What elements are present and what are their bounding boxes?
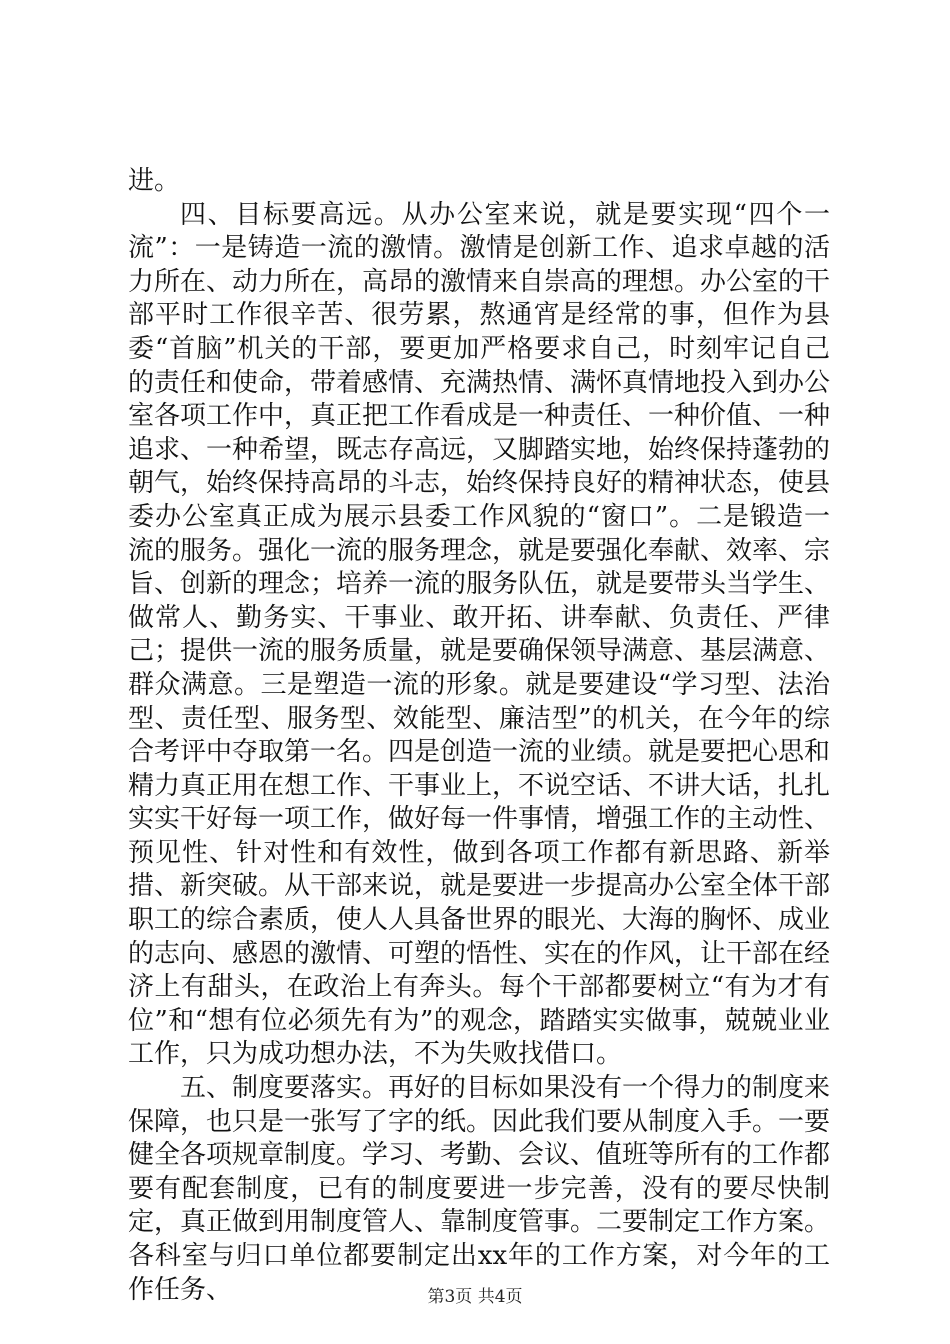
body-text [128,165,830,1307]
paragraph-2: 四、目标要高远。从办公室来说，就是要实现“四个一流”：一是铸造一流的激情。激情是创新工作、追求卓越的活力所在、动力所在，高昂的激情来自崇高的理想。办公室的干部平时工作很辛苦、很劳累，熬通宵是经常的事，但作为县委“首脑”机关的干部，要更加严格要求自己，时刻牢记自己的责任和使命，带着感情、充满热情、满怀真情地投入到办公室各项工作中，真正把工作看成是一种责任、一种价值、一种追求、一种希望，既志存高远，又脚踏实地，始终保持蓬勃的朝气，始终保持高昂的斗志，始终保持良好的精神状态，使县委办公室真正成为展示县委工作风貌的“窗口”。二是锻造一流的服务。强化一流的服务理念，就是要强化奉献、效率、宗旨、创新的理念；培养一流的服务队伍，就是要带头当学生、做常人、勤务实、干事业、敢开拓、讲奉献、负责任、严律己；提供一流的服务质量，就是要确保领导满意、基层满意、群众满意。三是塑造一流的形象。就是要建设“学习型、法治型、责任型、服务型、效能型、廉洁型”的机关，在今年的综合考评中夺取第一名。四是创造一流的业绩。就是要把心思和精力真正用在想工作、干事业上，不说空话、不讲大话，扎扎实实干好每一项工作，做好每一件事情，增强工作的主动性、预见性、针对性和有效性，做到各项工作都有新思路、新举措、新突破。从干部来说，就是要进一步提高办公室全体干部职工的综合素质，使人人具备世界的眼光、大海的胸怀、成业的志向、感恩的激情、可塑的悟性、实在的作风，让干部在经济上有甜头，在政治上有奔头。每个干部都要树立“有为才有位”和“想有位必须先有为”的观念，踏踏实实做事，兢兢业业工作，只为成功想办法，不为失败找借口。 [128,199,831,1070]
page-number: 第3页 共4页 [427,1287,523,1307]
paragraph-3: 五、制度要落实。再好的目标如果没有一个得力的制度来保障，也只是一张写了字的纸。因此我们要从制度入手。一要健全各项规章制度。学习、考勤、会议、值班等所有的工作都要有配套制度，已有的制度要进一步完善，没有的要尽快制定，真正做到用制度管人、靠制度管事。二要制定工作方案。各科室与归口单位都要制定出xx年的工作方案，对今年的工作任务、 [128,1073,831,1305]
paragraph-1: 进。 [128,166,181,196]
